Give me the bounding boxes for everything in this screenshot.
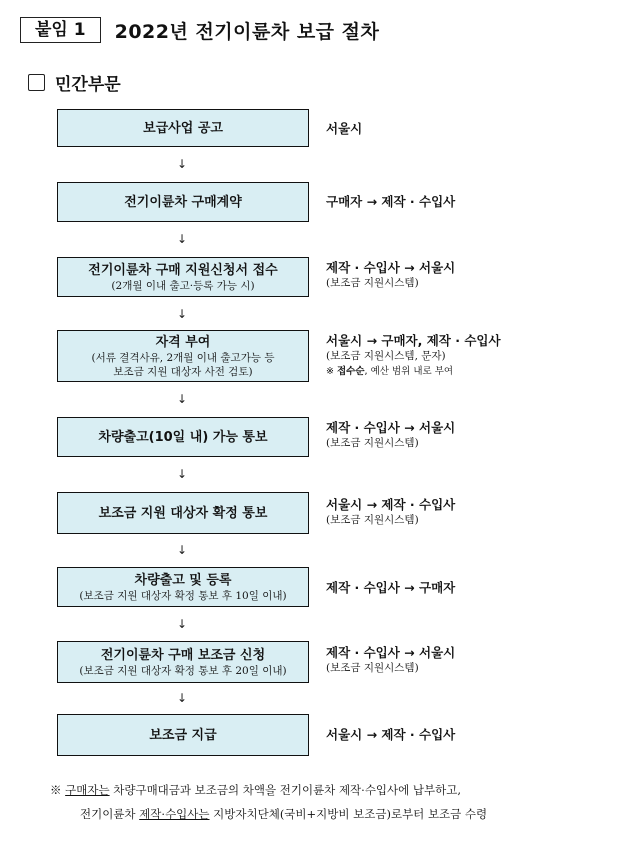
step-desc-subsidy-application bbox=[326, 644, 455, 676]
page-title: 2022년 전기이륜차 보급 절차 bbox=[114, 20, 380, 43]
step-box-title: 전기이륜차 구매 지원신청서 접수 bbox=[88, 262, 278, 278]
step-box-qualification bbox=[57, 330, 309, 382]
step-desc-shipping-notice bbox=[326, 419, 455, 451]
step-box-subsidy-payment bbox=[57, 714, 309, 756]
step-desc-title: 제작 · 수입사 → 구매자 bbox=[326, 580, 456, 595]
step-box-subtext: (보조금 지원 대상자 확정 통보 후 20일 이내) bbox=[79, 664, 287, 677]
flow-arrow: ↓ bbox=[177, 543, 188, 557]
step-desc-subtext: (보조금 지원시스템) bbox=[326, 514, 419, 526]
flow-arrow: ↓ bbox=[177, 232, 188, 246]
step-desc-title: 제작 · 수입사 → 서울시 bbox=[326, 420, 456, 435]
footnote-text: 차량구매대금과 보조금의 차액을 전기이륜차 제작·수입사에 납부하고, bbox=[109, 783, 461, 797]
step-desc-title: 서울시 bbox=[326, 121, 363, 136]
step-box-title: 보급사업 공고 bbox=[143, 120, 223, 136]
note-emphasis: 접수순 bbox=[337, 366, 365, 377]
note-mark: ※ bbox=[326, 366, 334, 377]
step-desc-announcement bbox=[326, 120, 362, 137]
flow-arrow: ↓ bbox=[177, 307, 188, 321]
step-box-purchase-contract bbox=[57, 182, 309, 222]
footnote-text: 지방자치단체(국비+지방비 보조금)로부터 보조금 수령 bbox=[209, 807, 488, 821]
footnote-line-2 bbox=[50, 802, 620, 826]
flow-arrow: ↓ bbox=[177, 617, 188, 631]
step-desc-note bbox=[326, 364, 501, 379]
step-box-title: 자격 부여 bbox=[155, 334, 211, 350]
step-box-title: 보조금 지급 bbox=[149, 727, 217, 743]
flow-arrow: ↓ bbox=[177, 467, 188, 481]
footnote-mark: ※ bbox=[50, 783, 66, 797]
step-box-title: 차량출고(10일 내) 가능 통보 bbox=[98, 429, 268, 445]
note-text: , 예산 범위 내로 부여 bbox=[364, 366, 454, 377]
step-desc-subtext: (보조금 지원시스템) bbox=[326, 277, 419, 289]
page-header bbox=[20, 16, 379, 44]
step-desc-recipient-confirmation bbox=[326, 496, 455, 528]
section-title: 민간부문 bbox=[55, 75, 121, 95]
step-box-title: 차량출고 및 등록 bbox=[134, 572, 232, 588]
step-desc-shipping-registration bbox=[326, 579, 455, 596]
footnote-underlined: 제작·수입사는 bbox=[139, 807, 210, 821]
flow-arrow: ↓ bbox=[177, 157, 188, 171]
step-desc-title: 제작 · 수입사 → 서울시 bbox=[326, 260, 456, 275]
step-box-subtext: 보조금 지원 대상자 사전 검토) bbox=[113, 365, 253, 378]
section-heading bbox=[28, 70, 121, 95]
step-desc-qualification bbox=[326, 332, 501, 379]
step-desc-purchase-contract bbox=[326, 193, 455, 210]
step-desc-subtext: (보조금 지원시스템) bbox=[326, 662, 419, 674]
step-desc-subsidy-payment bbox=[326, 726, 455, 743]
step-box-subtext: (2개월 이내 출고·등록 가능 시) bbox=[111, 279, 255, 292]
step-box-subtext: (보조금 지원 대상자 확정 통보 후 10일 이내) bbox=[79, 589, 287, 602]
footnote-line-1 bbox=[50, 778, 620, 802]
step-desc-title: 제작 · 수입사 → 서울시 bbox=[326, 645, 456, 660]
footnote-underlined: 구매자는 bbox=[65, 783, 110, 797]
step-box-title: 전기이륜차 구매 보조금 신청 bbox=[100, 647, 266, 663]
step-box-title: 보조금 지원 대상자 확정 통보 bbox=[98, 505, 268, 521]
step-box-shipping-registration bbox=[57, 567, 309, 607]
step-box-title: 전기이륜차 구매계약 bbox=[124, 194, 242, 210]
step-box-application-receipt bbox=[57, 257, 309, 297]
step-desc-subtext: (보조금 지원시스템, 문자) bbox=[326, 350, 446, 362]
step-box-subsidy-application bbox=[57, 641, 309, 683]
step-desc-title: 서울시 → 구매자, 제작 · 수입사 bbox=[326, 333, 501, 348]
step-desc-application-receipt bbox=[326, 259, 455, 291]
flow-arrow: ↓ bbox=[177, 392, 188, 406]
step-desc-title: 서울시 → 제작 · 수입사 bbox=[326, 727, 456, 742]
attachment-tag: 붙임 1 bbox=[20, 17, 101, 43]
footnote-text: 전기이륜차 bbox=[80, 807, 140, 821]
footnote bbox=[50, 778, 620, 826]
step-box-shipping-notice bbox=[57, 417, 309, 457]
flow-arrow: ↓ bbox=[177, 691, 188, 705]
step-desc-subtext: (보조금 지원시스템) bbox=[326, 437, 419, 449]
step-box-subtext: (서류 결격사유, 2개월 이내 출고가능 등 bbox=[91, 351, 275, 364]
step-box-recipient-confirmation bbox=[57, 492, 309, 534]
step-box-announcement bbox=[57, 109, 309, 147]
step-desc-title: 구매자 → 제작 · 수입사 bbox=[326, 194, 456, 209]
checkbox-icon bbox=[28, 74, 45, 91]
step-desc-title: 서울시 → 제작 · 수입사 bbox=[326, 497, 456, 512]
